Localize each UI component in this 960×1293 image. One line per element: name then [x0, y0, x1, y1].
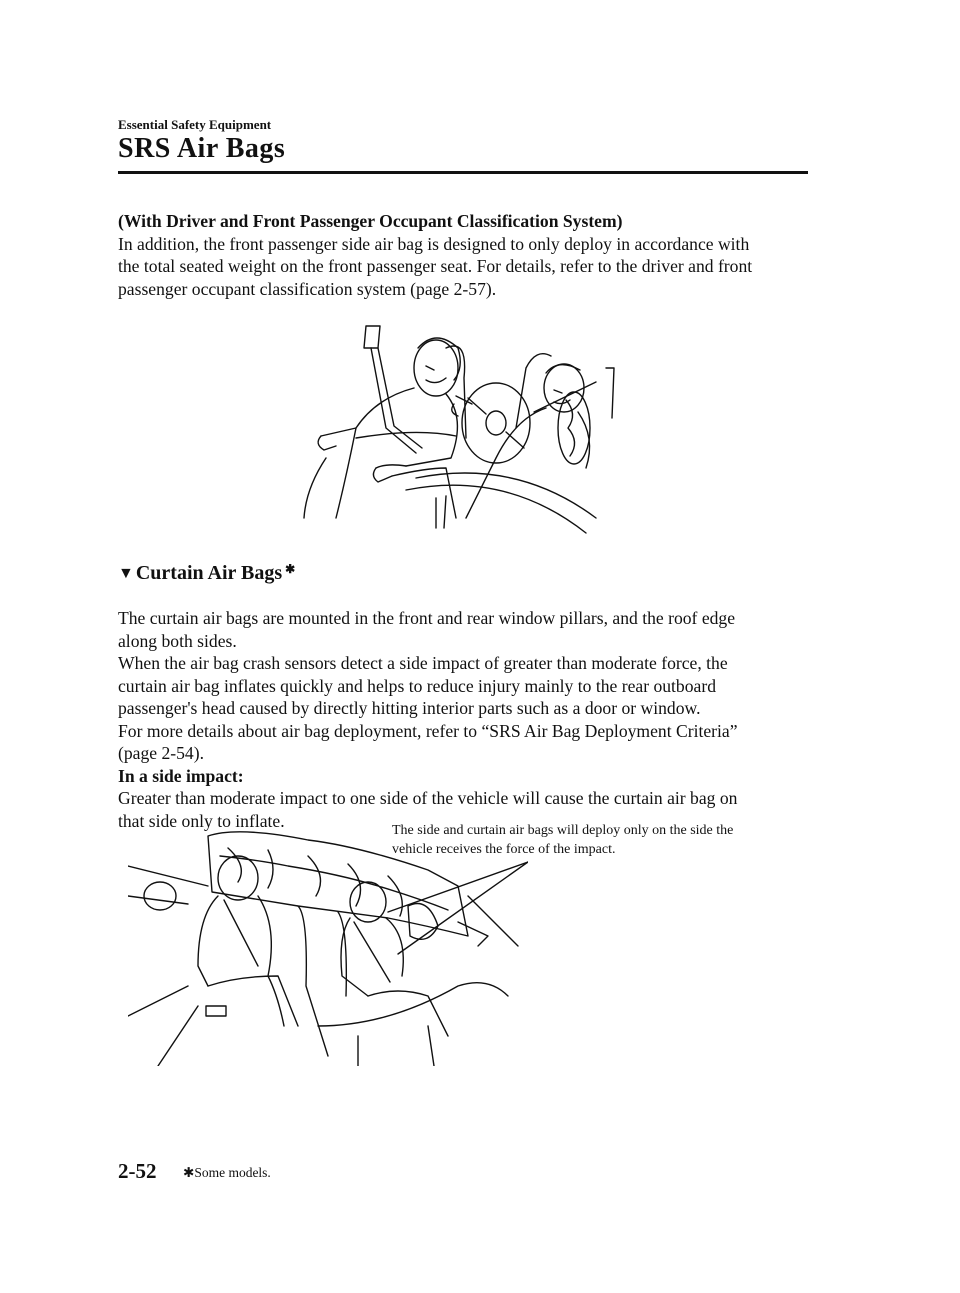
- section-label: Essential Safety Equipment: [118, 117, 272, 132]
- callout-line: vehicle receives the force of the impact.: [392, 841, 616, 857]
- asterisk-icon: ✱: [183, 1165, 195, 1180]
- triangle-marker-icon: ▼: [118, 564, 134, 582]
- text-line: Greater than moderate impact to one side of the vehicle will cause the curtain air bag on: [118, 788, 738, 808]
- occupant-classification-section: [118, 210, 818, 300]
- curtain-airbag-illustration: [128, 826, 528, 1066]
- text-line: When the air bag crash sensors detect a side impact of greater than moderate force, the: [118, 653, 728, 673]
- text-line: In addition, the front passenger side air bag is designed to only deploy in accordance with: [118, 233, 750, 254]
- footnote-text: Some models.: [194, 1165, 271, 1180]
- callout-line: The side and curtain air bags will deploy only on the side the: [392, 823, 734, 838]
- text-line: that side only to inflate.: [118, 810, 285, 831]
- footnote: [183, 1165, 271, 1181]
- text-line: (page 2-54).: [118, 743, 204, 763]
- page-title: SRS Air Bags: [118, 133, 286, 164]
- asterisk-icon: ✱: [285, 562, 296, 576]
- page-number: 2-52: [118, 1159, 157, 1183]
- text-line: For more details about air bag deployment, refer to “SRS Air Bag Deployment Criteria”: [118, 720, 738, 741]
- text-line: along both sides.: [118, 630, 237, 651]
- side-impact-subheading: In a side impact:: [118, 765, 244, 786]
- text-line: the total seated weight on the front passenger seat. For details, refer to the driver and front: [118, 256, 753, 276]
- front-airbag-illustration: [296, 318, 626, 538]
- title-divider: [118, 171, 808, 174]
- text-line: The curtain air bags are mounted in the front and rear window pillars, and the roof edge: [118, 608, 736, 628]
- curtain-description: [118, 607, 818, 832]
- text-line: passenger occupant classification system (page 2-57).: [118, 278, 497, 299]
- occupant-classification-heading: (With Driver and Front Passenger Occupant Classification System): [118, 211, 623, 231]
- curtain-heading-text: Curtain Air Bags: [135, 562, 283, 584]
- text-line: curtain air bag inflates quickly and helps to reduce injury mainly to the rear outboard: [118, 675, 716, 696]
- text-line: passenger's head caused by directly hitting interior parts such as a door or window.: [118, 698, 701, 718]
- curtain-air-bags-heading: [118, 562, 295, 585]
